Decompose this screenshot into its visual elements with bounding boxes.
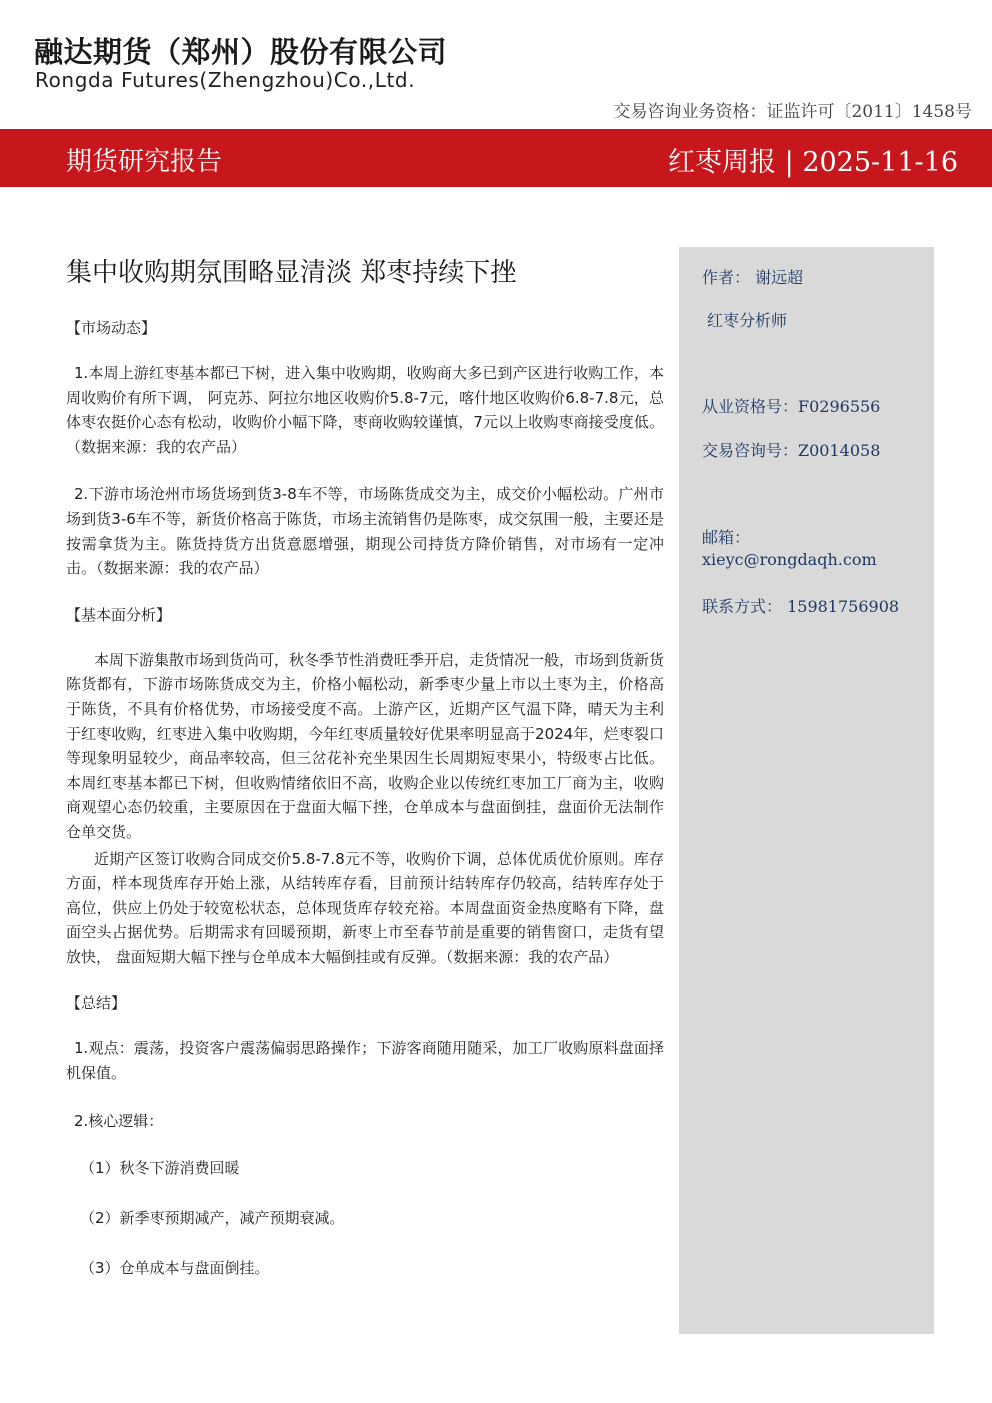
market-paragraph-2: 2.下游市场沧州市场货场到货3-8车不等，市场陈货成交为主，成交价小幅松动。广州市场到货3-6车不等，新货价格高于陈货，市场主流销售仍是陈枣，成交氛围一般，主要还是按需拿货为主。陈货持货方出货意愿增强，期现公司持货方降价销售，对市场有一定冲击。（数据来源：我的农产品） [66,485,664,578]
author-role: 红枣分析师 [707,311,788,330]
consult-number: 交易咨询号：Z0014058 [702,441,881,460]
summary-view: 1.观点：震荡，投资客户震荡偏弱思路操作；下游客商随用随采，加工厂收购原料盘面择机保值。 [66,1039,664,1083]
email-address[interactable]: xieyc@rongdaqh.com [702,550,877,569]
author-name: 作者： 谢远超 [702,268,804,287]
fundamental-paragraph-1: 本周下游集散市场到货尚可，秋冬季节性消费旺季开启，走货情况一般，市场到货新货陈货都有，下游市场陈货成交为主，价格小幅松动，新季枣少量上市以土枣为主，价格高于陈货，不具有价格优势，市场接受度不高。上游产区，近期产区气温下降，晴天为主利于红枣收购，红枣进入集中收购期，今年红枣质量较好优果率明显高于2024年，烂枣裂口等现象明显较少，商品率较高，但三岔花补充坐果因生长周期短枣果小，特级枣占比低。本周红枣基本都已下树，但收购情绪依旧不高，收购企业以传统红枣加工厂商为主，收购商观望心态仍较重，主要原因在于盘面大幅下挫，仓单成本与盘面倒挂，盘面价无法制作仓单交货。 [66,650,665,841]
company-name-cn: 融达期货（郑州）股份有限公司 [34,35,448,69]
core-logic-item: （1）秋冬下游消费回暖 [80,1159,240,1178]
contact-phone: 联系方式： 15981756908 [702,597,900,616]
header-banner [0,129,992,187]
summary-core-logic: 2.核心逻辑： [74,1111,164,1130]
email-label: 邮箱： [702,528,751,547]
core-logic-item: （2）新季枣预期减产，减产预期衰减。 [80,1209,345,1228]
fundamental-paragraph-2: 近期产区签订收购合同成交价5.8-7.8元不等，收购价下调，总体优质优价原则。库存方面，样本现货库存开始上涨，从结转库存看，目前预计结转库存仍较高，结转库存处于高位，供应上仍处于较宽松状态，总体现货库存较充裕。本周盘面资金热度略有下降，盘面空头占据优势。后期需求有回暖预期，新枣上市至春节前是重要的销售窗口，走货有望放快， 盘面短期大幅下挫与仓单成本大幅倒挂或有反弹。（数据来源：我的农产品） [66,849,664,966]
section-heading-market: 【市场动态】 [66,319,157,337]
license-text: 交易咨询业务资格：证监许可〔2011〕1458号 [613,102,972,122]
section-heading-fundamental: 【基本面分析】 [66,605,172,624]
section-heading-summary: 【总结】 [66,994,127,1013]
report-body [66,252,664,1306]
banner-report-type: 期货研究报告 [66,147,223,177]
banner-report-date: 红枣周报 | 2025-11-16 [668,147,958,178]
core-logic-item: （3）仓单成本与盘面倒挂。 [80,1259,270,1278]
company-name-en: Rongda Futures(Zhengzhou)Co.,Ltd. [35,68,416,92]
qualification-number: 从业资格号：F0296556 [702,397,881,416]
market-paragraph-1: 1.本周上游红枣基本都已下树，进入集中收购期，收购商大多已到产区进行收购工作，本周收购价有所下调， 阿克苏、阿拉尔地区收购价5.8-7元，喀什地区收购价6.8-7.8元，总体枣农挺价心态有松动，收购价小幅下降，枣商收购较谨慎，7元以上收购枣商接受度低。（数据来源：我的农产品） [66,364,664,456]
author-sidebar [679,247,934,1334]
report-title: 集中收购期氛围略显清淡 郑枣持续下挫 [66,258,517,288]
